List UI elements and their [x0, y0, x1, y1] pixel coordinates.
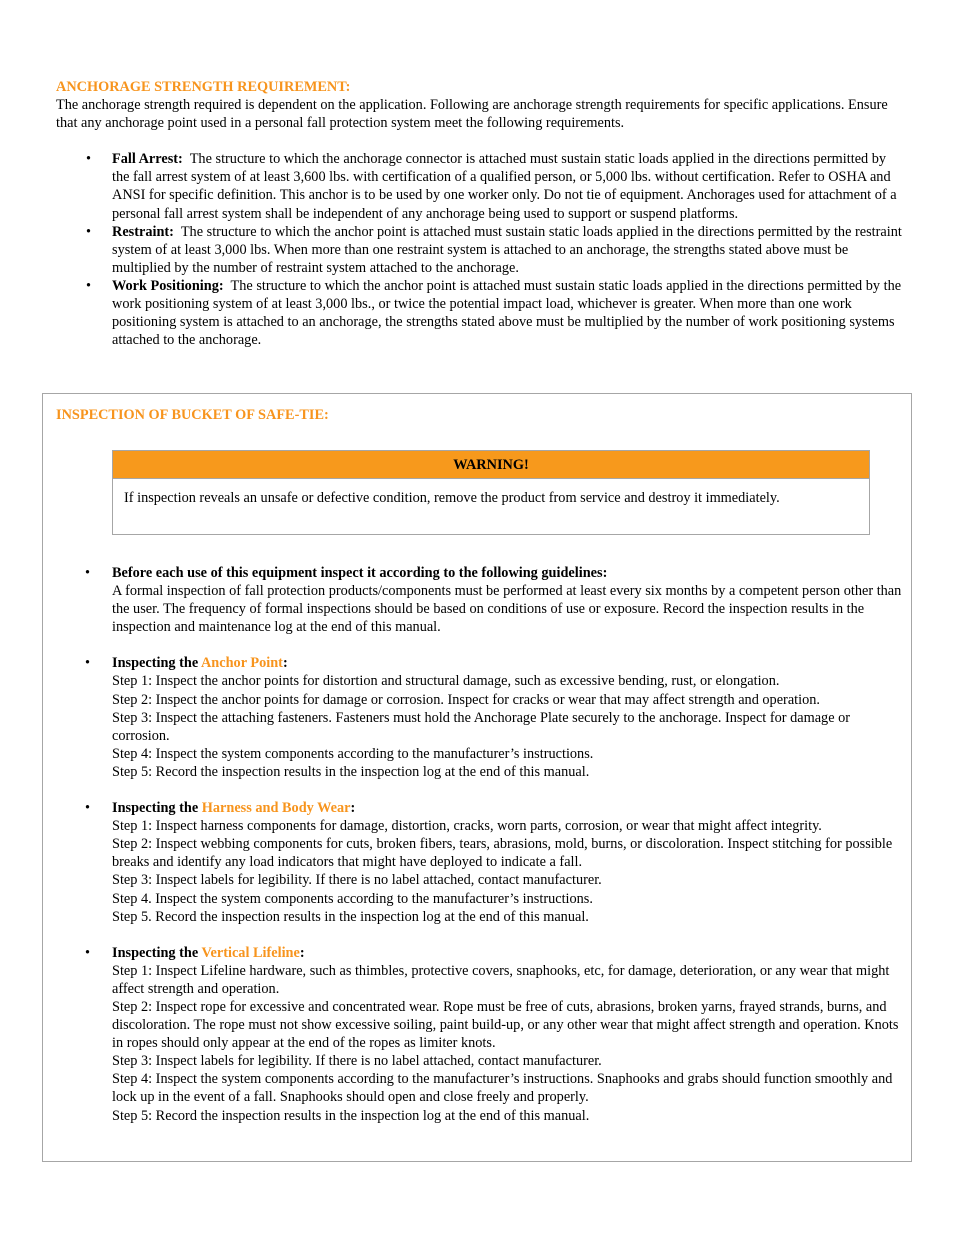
list-item-anchor-point: [56, 654, 908, 781]
warning-title: WARNING!: [113, 451, 869, 479]
heading-prefix: Inspecting the: [112, 655, 201, 672]
step: Step 2: Inspect rope for excessive and concentrated wear. Rope must be free of cuts, abrasions, broken yarns, frayed strands, burns, and discoloration. The rope must not show excessive soiling, paint build-up, or any other wear that might affect strength and operation. Knots in ropes should only appear at the end of the ropes as limiter knots.: [112, 998, 899, 1052]
warning-box: [112, 450, 870, 535]
list-item-work-positioning: [0, 277, 906, 349]
anchorage-list: [0, 150, 906, 349]
harness-heading: [112, 800, 355, 816]
bullet-icon: •: [85, 655, 91, 672]
step: Step 4: Inspect the system components according to the manufacturer’s instructions. Snaphooks and grabs should function smoothly and lock up in the event of a fall. Snaphooks should open and close freely and properly.: [112, 1071, 893, 1106]
warning-text: If inspection reveals an unsafe or defective condition, remove the product from service and destroy it immediately.: [124, 490, 780, 506]
anchor-point-term: Anchor Point: [200, 655, 283, 672]
step: Step 4: Inspect the system components according to the manufacturer’s instructions.: [112, 745, 594, 762]
before-heading: Before each use of this equipment inspect it according to the following guidelines:: [112, 565, 608, 581]
anchorage-intro: The anchorage strength required is dependent on the application. Following are anchorage strength requirements for specific applications. Ensure that any anchorage point used in a personal fall protection system meet the following requirements.: [56, 97, 888, 132]
item-label: Restraint:: [112, 223, 174, 240]
item-text: The structure to which the anchorage connector is attached must sustain static loads applied in the directions permitted by the fall arrest system of at least 3,600 lbs. with certification of a qualified person, or 5,000 lbs. without certification. Refer to OSHA and ANSI for specific definition. This anchor is to be used by one worker only. Do not tie of equipment. Anchorages used for attachment of a personal fall arrest system shall be independent of any anchorage being used to support or suspend platforms.: [112, 151, 897, 222]
step: Step 3: Inspect labels for legibility. If there is no label attached, contact manufacturer.: [112, 1053, 602, 1070]
heading-prefix: Inspecting the: [112, 800, 202, 817]
item-text: The structure to which the anchor point is attached must sustain static loads applied in the directions permitted by the work positioning system of at least 3,000 lbs., or twice the potential impact load, whichever is greater. When more than one work positioning system is attached to an anchorage, the strengths stated above must be multiplied by the number of work positioning systems attached to the anchorage.: [112, 277, 902, 349]
list-item-before-use: [56, 564, 908, 636]
step: Step 3: Inspect the attaching fasteners. Fasteners must hold the Anchorage Plate securely to the anchorage. Inspect for damage or corrosion.: [112, 709, 851, 744]
inspection-list: [56, 564, 908, 1143]
list-item-harness: [56, 799, 908, 926]
list-item-fall-arrest: [0, 150, 906, 222]
anchorage-section: [56, 78, 906, 349]
step: Step 2: Inspect the anchor points for damage or corrosion. Inspect for cracks or wear that may affect strength and operation.: [112, 691, 820, 708]
anchor-heading: [112, 655, 288, 671]
before-text: A formal inspection of fall protection products/components must be performed at least every six months by a competent person other than the user. The frequency of formal inspections should be based on conditions of use or exposure. Record the inspection results in the inspection and maintenance log at the end of this manual.: [112, 583, 902, 636]
heading-suffix: :: [299, 944, 305, 961]
list-item-lifeline: [56, 944, 908, 1125]
step: Step 5: Record the inspection results in the inspection log at the end of this manual.: [112, 763, 590, 780]
step: Step 1: Inspect harness components for damage, distortion, cracks, worn parts, corrosion, or wear that might affect integrity.: [112, 818, 822, 835]
step: Step 5: Record the inspection results in the inspection log at the end of this manual.: [112, 1107, 590, 1124]
step: Step 1: Inspect the anchor points for distortion and structural damage, such as excessive bending, rust, or elongation.: [112, 673, 780, 690]
anchorage-heading: ANCHORAGE STRENGTH REQUIREMENT:: [56, 79, 351, 95]
bullet-icon: •: [85, 800, 91, 817]
list-item-restraint: [0, 223, 906, 277]
item-label: Work Positioning:: [112, 277, 224, 294]
step: Step 1: Inspect Lifeline hardware, such as thimbles, protective covers, snaphooks, etc, for damage, deterioration, or any wear that might affect strength and operation.: [112, 962, 890, 997]
step: Step 5. Record the inspection results in the inspection log at the end of this manual.: [112, 908, 589, 925]
heading-suffix: :: [350, 800, 356, 817]
step: Step 4. Inspect the system components according to the manufacturer’s instructions.: [112, 890, 593, 907]
inspection-heading: INSPECTION OF BUCKET OF SAFE-TIE:: [56, 407, 329, 423]
inspection-section: [42, 393, 912, 1162]
bullet-icon: •: [86, 277, 92, 294]
harness-term: Harness and Body Wear: [201, 800, 351, 817]
item-text: The structure to which the anchor point is attached must sustain static loads applied in the directions permitted by the restraint system of at least 3,000 lbs. When more than one restraint system is attached to an anchorage, the strengths stated above must be multiplied by the number of restraint system attached to the anchorage.: [112, 223, 902, 276]
step: Step 3: Inspect labels for legibility. If there is no label attached, contact manufacturer.: [112, 872, 602, 889]
bullet-icon: •: [85, 565, 91, 581]
bullet-icon: •: [85, 944, 91, 961]
lifeline-heading: [112, 945, 305, 961]
heading-prefix: Inspecting the: [112, 944, 202, 961]
step: Step 2: Inspect webbing components for cuts, broken fibers, tears, abrasions, mold, burns, or discoloration. Inspect stitching for possible breaks and identify any load indicators that might have deployed to indicate a fall.: [112, 836, 893, 871]
item-label: Fall Arrest:: [112, 151, 183, 168]
heading-suffix: :: [282, 655, 288, 672]
bullet-icon: •: [86, 151, 92, 168]
lifeline-term: Vertical Lifeline: [201, 944, 300, 961]
bullet-icon: •: [86, 223, 92, 240]
